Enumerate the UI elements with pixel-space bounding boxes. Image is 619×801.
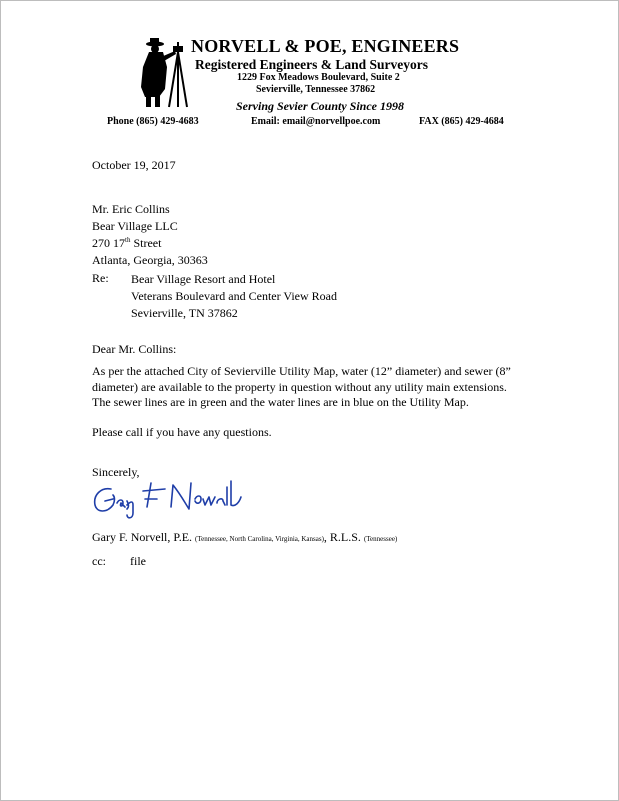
closing-note: Please call if you have any questions. bbox=[92, 425, 272, 439]
cc-label: cc: bbox=[92, 554, 106, 568]
body-line: diameter) are available to the property in question without any utility main extensions. bbox=[92, 379, 507, 394]
company-tagline: Serving Sevier County Since 1998 bbox=[236, 99, 405, 113]
recipient-company: Bear Village LLC bbox=[92, 219, 178, 233]
signer-pe-states: (Tennessee, North Carolina, Virginia, Kansas) bbox=[195, 535, 324, 543]
recipient-street bbox=[92, 235, 161, 252]
re-line1: Bear Village Resort and Hotel bbox=[131, 272, 276, 286]
re-label: Re: bbox=[92, 271, 109, 285]
company-address-line2: Sevierville, Tennessee 37862 bbox=[256, 84, 376, 95]
signature-icon bbox=[91, 477, 243, 521]
surveyor-silhouette-icon bbox=[137, 37, 189, 109]
closing: Sincerely, bbox=[92, 465, 140, 479]
body-line: As per the attached City of Sevierville Utility Map, water (12” diameter) and sewer (8” bbox=[92, 364, 511, 378]
recipient-name: Mr. Eric Collins bbox=[92, 202, 170, 216]
street-number: 270 17 bbox=[92, 236, 125, 250]
re-line3: Sevierville, TN 37862 bbox=[131, 306, 238, 320]
recipient-city: Atlanta, Georgia, 30363 bbox=[92, 253, 208, 267]
signer-line bbox=[92, 530, 397, 545]
re-line2: Veterans Boulevard and Center View Road bbox=[131, 289, 337, 303]
company-subtitle: Registered Engineers & Land Surveyors bbox=[195, 57, 428, 72]
salutation: Dear Mr. Collins: bbox=[92, 342, 177, 356]
company-address-line1: 1229 Fox Meadows Boulevard, Suite 2 bbox=[237, 72, 400, 83]
company-phone: Phone (865) 429-4683 bbox=[107, 116, 199, 127]
street-rest: Street bbox=[130, 236, 162, 250]
body-paragraph bbox=[92, 364, 532, 411]
signer-name: Gary F. Norvell, P.E. bbox=[92, 530, 193, 544]
body-line: The sewer lines are in green and the water lines are in blue on the Utility Map. bbox=[92, 395, 469, 409]
letter-date: October 19, 2017 bbox=[92, 158, 176, 172]
company-email: Email: email@norvellpoe.com bbox=[251, 116, 381, 127]
street-suffix: th bbox=[125, 236, 131, 244]
re-block bbox=[131, 271, 337, 322]
company-fax: FAX (865) 429-4684 bbox=[419, 116, 504, 127]
signer-rls: , R.L.S. bbox=[323, 530, 361, 544]
cc-value: file bbox=[130, 554, 146, 568]
company-name: NORVELL & POE, ENGINEERS bbox=[191, 36, 460, 56]
signer-rls-states: (Tennessee) bbox=[363, 535, 398, 543]
